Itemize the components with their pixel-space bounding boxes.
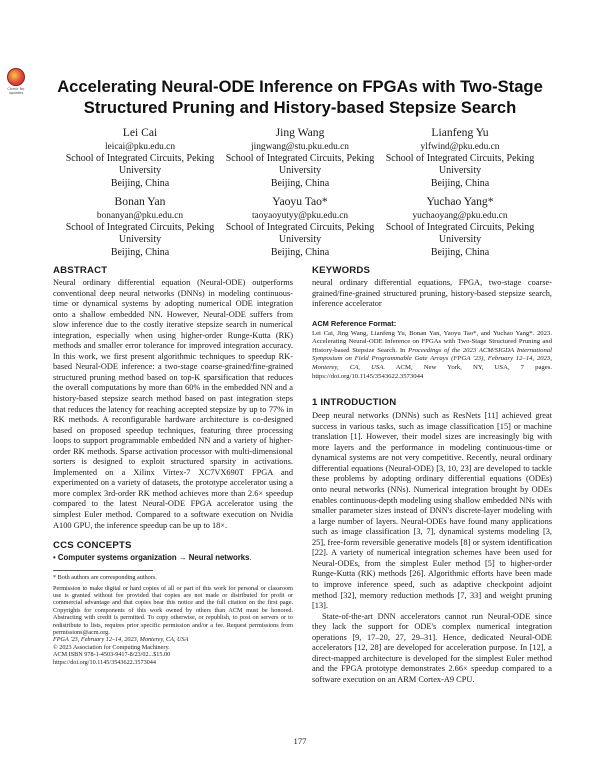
- author-affiliation: University: [118, 165, 162, 177]
- author-affiliation: School of Integrated Circuits, Peking: [385, 221, 535, 233]
- keywords-heading: KEYWORDS: [312, 265, 371, 276]
- author-name: Yaoyu Tao*: [272, 195, 328, 208]
- author-location: Beijing, China: [110, 246, 170, 258]
- author-location: Beijing, China: [110, 177, 170, 189]
- author-email[interactable]: taoyaoyutyy@pku.edu.cn: [251, 210, 349, 221]
- author-affiliation: School of Integrated Circuits, Peking: [65, 221, 215, 233]
- ccs-concept-primary[interactable]: Computer systems organization: [57, 553, 177, 563]
- conference-info: FPGA '23, February 12–14, 2023, Monterey, CA, USA: [53, 636, 189, 644]
- reference-format-text: Lei Cai, Jing Wang, Lianfeng Yu, Bonan Yan, Yaoyu Tao*, and Yuchao Yang*. 2023. Accelerating Neural-ODE Inference on FPGAs with Two-Stage Structured Pruning and History-based Stepsize Search. In Proceedings of the 2023 ACM/SIGDA International Symposium on Field Programmable Gate Arrays (FPGA '23), February 12–14, 2023, Monterey, CA, USA. ACM, New York, NY, USA, 7 pages. https://doi.org/10.1145/3543622.3573044: [312, 329, 553, 380]
- paper-title: [40, 76, 560, 118]
- author-block: [367, 195, 553, 259]
- ccs-concepts: • Computer systems organization → Neural networks.: [53, 553, 252, 563]
- author-affiliation: School of Integrated Circuits, Peking: [225, 152, 375, 164]
- reference-format-heading: ACM Reference Format:: [312, 318, 397, 328]
- author-email[interactable]: yuchaoyang@pku.edu.cn: [412, 210, 508, 221]
- ccs-concept-secondary[interactable]: Neural networks: [188, 553, 250, 563]
- author-email[interactable]: leicai@pku.edu.cn: [104, 141, 176, 152]
- author-email[interactable]: jingwang@stu.pku.edu.cn: [251, 141, 349, 152]
- left-column: [53, 265, 293, 666]
- right-column: [312, 265, 552, 685]
- footnote-divider: [53, 570, 153, 571]
- badge-caption: Check for updates: [7, 87, 25, 95]
- author-location: Beijing, China: [270, 177, 330, 189]
- author-affiliation: University: [438, 234, 482, 246]
- bullet: •: [53, 553, 56, 563]
- author-affiliation: School of Integrated Circuits, Peking: [225, 221, 375, 233]
- permission-notice: Permission to make digital or hard copies of all or part of this work for personal or classroom use is granted without fee provided that copies are not made or distributed for profit or commercial advantage and that copies bear this notice and the full citation on the first page. Copyrights for components of this work owned by others than ACM must be honored. Abstracting with credit is permitted. To copy otherwise, or republish, to post on servers or to redistribute to lists, requires prior specific permission and/or a fee. Request permissions from permissions@acm.org.: [53, 584, 293, 636]
- author-affiliation: University: [438, 165, 482, 177]
- author-block: [47, 195, 233, 259]
- check-for-updates-badge[interactable]: [6, 68, 26, 96]
- keywords-text: neural ordinary differential equations, FPGA, two-stage coarse-grained/fine-grained structured pruning, history-based stepsize search, inference accelerator: [312, 278, 552, 309]
- abstract-heading: ABSTRACT: [53, 265, 108, 276]
- author-affiliation: University: [118, 234, 162, 246]
- page-number: 177: [293, 736, 307, 746]
- author-location: Beijing, China: [270, 246, 330, 258]
- author-block: [367, 126, 553, 190]
- intro-paragraph-2: State-of-the-art DNN accelerators cannot run Neural-ODE since they lack the support for ODE's complex numerical integration operations [9, 17–20, 27, 29–31]. Hence, dedicated Neural-ODE accelerators [12, 28] are developed for acceleration purpose. In [12], a direct-mapped architecture is developed for the simplest Euler method and the FPGA prototype demonstrates 2.66× speedup compared to a software execution on an ARM Cortex-A9 CPU.: [312, 611, 552, 684]
- author-affiliation: University: [278, 165, 322, 177]
- author-affiliation: School of Integrated Circuits, Peking: [65, 152, 215, 164]
- update-icon: [7, 68, 25, 86]
- author-name: Bonan Yan: [114, 195, 166, 208]
- doi-link[interactable]: https://doi.org/10.1145/3543622.3573044: [53, 658, 156, 666]
- author-email[interactable]: bonanyan@pku.edu.cn: [96, 210, 184, 221]
- title-line-1: Accelerating Neural-ODE Inference on FPGAs with Two-Stage: [57, 77, 543, 96]
- author-name: Lianfeng Yu: [431, 126, 489, 139]
- author-name: Lei Cai: [122, 126, 158, 139]
- reference-venue: Proceedings of the 2023 ACM/SIGDA International Symposium on Field Programmable Gate Arrays (FPGA '23), February 12–14, 2023, Monterey, CA, USA.: [312, 346, 552, 372]
- author-email[interactable]: ylfwind@pku.edu.cn: [420, 141, 500, 152]
- intro-paragraph-1: Deep neural networks (DNNs) such as ResNets [11] achieved great success in various tasks, such as image classification [15] or machine translation [1]. However, their model sizes are increasingly big with more layers and the performance in modeling continuous-time or dynamical systems are not very competitive. Recently, neural ordinary differential equations (Neural-ODE) [3, 10, 23] are developed to tackle these problems by adopting ordinary differential equations (ODEs) onto neural networks (NNs). Numerical integration brought by ODEs enables continuous-depth modeling using shallow embedded NNs with smaller parameter sizes instead of DNN's discrete-layer modeling with a large number of layers. Neural-ODEs have found many applications such as image classification [3, 7], dynamical systems modeling [3, 25], free-form reversible generative models [8] or system identification [22]. A variety of numerical integration schemes have been used for Neural-ODEs, from the simplest Euler method [5] to higher-order Runge-Kutta (RK) methods [26]. Algorithmic efforts have been made to improve inference speed, such as adaptive checkpoint adjoint method [32], memory reduction methods [7, 33] and weight pruning [13].: [312, 411, 552, 611]
- ccs-heading: CCS CONCEPTS: [53, 540, 132, 552]
- author-block: [207, 195, 393, 259]
- arrow-icon: →: [178, 553, 187, 563]
- author-location: Beijing, China: [430, 177, 490, 189]
- introduction-heading: 1 INTRODUCTION: [312, 397, 397, 409]
- author-name: Jing Wang: [275, 126, 325, 139]
- author-affiliation: University: [278, 234, 322, 246]
- isbn: ACM ISBN 978-1-4503-9417-8/23/02...$15.00: [53, 651, 171, 659]
- author-affiliation: School of Integrated Circuits, Peking: [385, 152, 535, 164]
- author-location: Beijing, China: [430, 246, 490, 258]
- copyright: © 2023 Association for Computing Machinery.: [53, 643, 170, 651]
- title-line-2: Structured Pruning and History-based Stepsize Search: [83, 98, 517, 117]
- author-block: [207, 126, 393, 190]
- corresponding-author-note: * Both authors are corresponding authors.: [53, 574, 157, 582]
- author-name: Yuchao Yang*: [426, 195, 494, 208]
- author-block: [47, 126, 233, 190]
- abstract-text: Neural ordinary differential equation (Neural-ODE) outperforms conventional deep neural networks (DNNs) in modeling continuous-time or dynamical systems by adopting numerical ODE integration onto a shallow embedded NN. However, Neural-ODE suffers from slow inference due to the costly iterative stepsize search in numerical integration, especially when using higher-order Runge-Kutta (RK) methods and smaller error tolerance for improved integration accuracy. In this work, we first present algorithmic techniques to speedup RK-based Neural-ODE inference: a two-stage coarse-grained/fine-grained structured pruning method based on top-K sparsification that reduces the overall computations by more than 60% in the embedded NN and a history-based stepsize search method based on past integration steps that reduces the latency for reaching accepted stepsize by up to 77% in RK methods. A reconfigurable hardware architecture is co-designed based on proposed speedup techniques, featuring three processing loops to support programmable embedded NN and a variety of higher-order RK methods. Sparse activation processor with multi-dimensional sorters is designed to exploit structured sparsity in activations. Implemented on a Xilinx Virtex-7 XC7VX690T FPGA and experimented on a variety of datasets, the prototype accelerator using a more complex 3rd-order RK method achieves more than 2.6× speedup compared to the latest Neural-ODE FPGA accelerator using the simplest Euler method. Compared to a software execution on Nvidia A100 GPU, the inference speedup can be up to 18×.: [53, 278, 293, 530]
